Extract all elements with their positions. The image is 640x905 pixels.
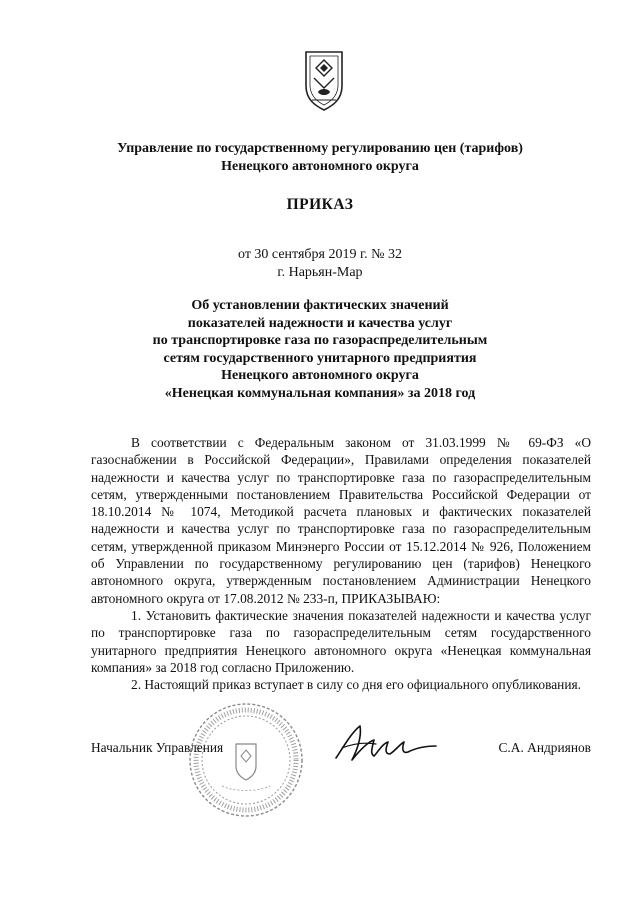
- coat-of-arms-icon: [302, 48, 346, 112]
- document-date: от 30 сентября 2019 г. № 32: [238, 247, 402, 262]
- signatory-position: Начальник Управления: [91, 740, 224, 755]
- document-type: ПРИКАЗ: [286, 196, 354, 213]
- subject-line-2: показателей надежности и качества услуг: [187, 315, 453, 331]
- subject-line-3: по транспортировке газа по газораспределительным: [152, 333, 488, 348]
- subject-line-4: сетям государственного унитарного предприятия: [163, 350, 477, 366]
- organization-line-2: Ненецкого автономного округа: [221, 159, 419, 174]
- signatory-name: С.А. Андриянов: [498, 740, 591, 755]
- order-item-2: 2. Настоящий приказ вступает в силу со дня его официального опубликования.: [131, 677, 581, 693]
- organization-name: [60, 140, 580, 176]
- preamble-paragraph: В соответствии с Федеральным законом от 31.03.1999 № 69-ФЗ «О газоснабжении в Российской Федерации», Правилами определения показателей надежности и качества услуг по транспортировке газа по газораспределительным сетям, утвержденными постановлением Правительства Российской Федерации от 18.10.2014 № 1074, Методикой расчета плановых и фактических показателей надежности и качества услуг по транспортировке газа по газораспределительным сетям, утвержденной приказом Минэнерго России от 15.12.2014 № 926, Положением об Управлении по государственному регулированию цен (тарифов) Ненецкого автономного округа, утвержденным постановлением Администрации Ненецкого автономного округа от 17.08.2012 № 233-п, ПРИКАЗЫВАЮ:: [91, 435, 591, 606]
- document-subject: [60, 297, 580, 402]
- document-date-block: [60, 246, 580, 282]
- subject-line-5: Ненецкого автономного округа: [221, 368, 419, 383]
- signature-block: [91, 740, 591, 770]
- subject-line-6: «Ненецкая коммунальная компания» за 2018 год: [164, 385, 476, 401]
- document-place: г. Нарьян-Мар: [277, 265, 363, 280]
- subject-line-1: Об установлении фактических значений: [191, 298, 449, 313]
- document-body: [91, 434, 591, 693]
- organization-line-1: Управление по государственному регулированию цен (тарифов): [117, 141, 523, 156]
- order-item-1: 1. Установить фактические значения показателей надежности и качества услуг по транспортировке газа по газораспределительным сетям государственного унитарного предприятия Ненецкого автономного округа «Ненецкая коммунальная компания» за 2018 год согласно Приложению.: [91, 607, 591, 675]
